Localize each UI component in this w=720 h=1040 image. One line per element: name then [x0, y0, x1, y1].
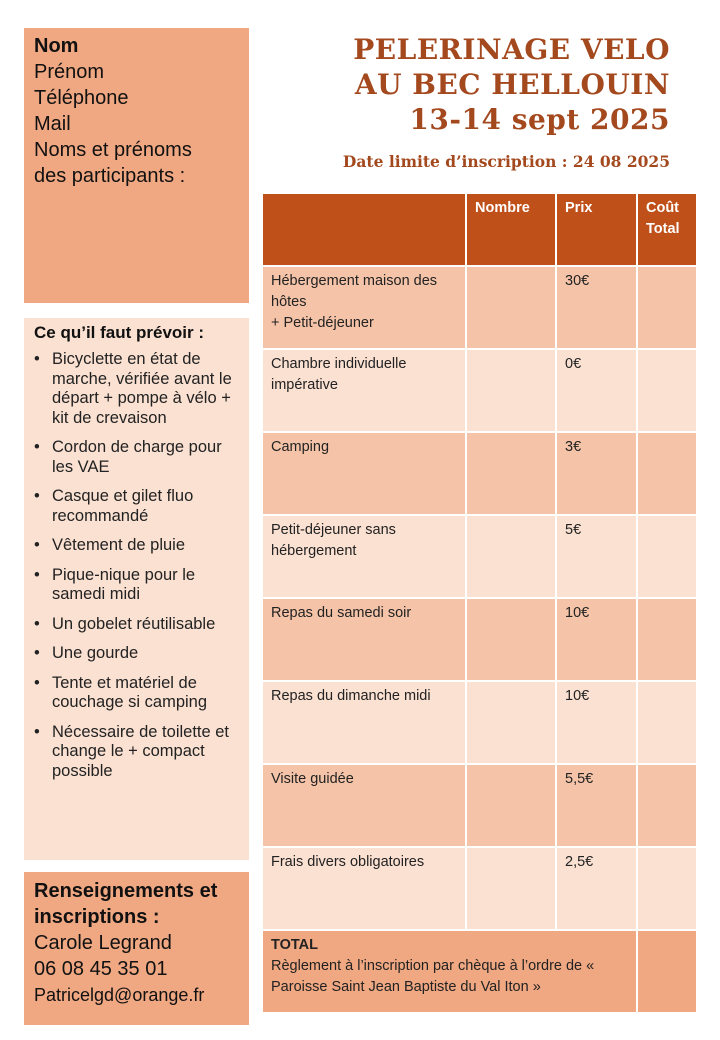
- row-cout-total-input[interactable]: [637, 266, 697, 349]
- row-cout-total-input[interactable]: [637, 847, 697, 930]
- header-prix: Prix: [556, 193, 637, 266]
- telephone-label: Téléphone: [34, 87, 129, 109]
- row-nombre-input[interactable]: [466, 432, 556, 515]
- row-cout-total-input[interactable]: [637, 681, 697, 764]
- prepare-item: • Un gobelet réutilisable: [34, 615, 239, 635]
- row-prix: 2,5€: [556, 847, 637, 930]
- row-prix: 10€: [556, 681, 637, 764]
- table-row: [262, 598, 697, 681]
- table-row: [262, 681, 697, 764]
- prepare-item: • Tente et matériel de couchage si camping: [34, 674, 239, 713]
- row-prix: 3€: [556, 432, 637, 515]
- row-label: Visite guidée: [262, 764, 466, 847]
- row-prix: 10€: [556, 598, 637, 681]
- prepare-heading: Ce qu’il faut prévoir :: [34, 323, 205, 342]
- total-cell: [262, 930, 637, 1013]
- total-value-input[interactable]: [637, 930, 697, 1013]
- row-cout-total-input[interactable]: [637, 515, 697, 598]
- row-prix: 5,5€: [556, 764, 637, 847]
- contact-heading: Renseignements et inscriptions :: [34, 880, 218, 928]
- participants-label-2: des participants :: [34, 165, 186, 187]
- prepare-box: [24, 318, 249, 860]
- header-cout-total: Coût Total: [637, 193, 697, 266]
- prepare-item: • Une gourde: [34, 644, 239, 664]
- row-nombre-input[interactable]: [466, 515, 556, 598]
- row-nombre-input[interactable]: [466, 598, 556, 681]
- contact-box: [24, 872, 249, 1025]
- prepare-item: • Cordon de charge pour les VAE: [34, 438, 239, 477]
- row-label: Frais divers obligatoires: [262, 847, 466, 930]
- row-label: Repas du samedi soir: [262, 598, 466, 681]
- identity-box: [24, 28, 249, 303]
- prepare-list: [34, 350, 239, 781]
- row-label: Camping: [262, 432, 466, 515]
- row-label: Hébergement maison des hôtes + Petit-déjeuner: [262, 266, 466, 349]
- title-line-1: PELERINAGE VELO: [353, 33, 670, 66]
- event-title: [353, 32, 670, 137]
- total-label: TOTAL: [271, 937, 318, 953]
- row-prix: 0€: [556, 349, 637, 432]
- pricing-table: [261, 192, 698, 1014]
- table-row: [262, 349, 697, 432]
- row-label: Chambre individuelle impérative: [262, 349, 466, 432]
- row-cout-total-input[interactable]: [637, 598, 697, 681]
- row-label: Petit-déjeuner sans hébergement: [262, 515, 466, 598]
- table-total-row: [262, 930, 697, 1013]
- prepare-item: • Nécessaire de toilette et change le + compact possible: [34, 723, 239, 782]
- row-nombre-input[interactable]: [466, 349, 556, 432]
- prepare-item: • Pique-nique pour le samedi midi: [34, 566, 239, 605]
- row-cout-total-input[interactable]: [637, 764, 697, 847]
- table-row: [262, 764, 697, 847]
- row-label: Repas du dimanche midi: [262, 681, 466, 764]
- row-nombre-input[interactable]: [466, 847, 556, 930]
- table-row: [262, 515, 697, 598]
- contact-phone: 06 08 45 35 01: [34, 958, 168, 980]
- header-nombre: Nombre: [466, 193, 556, 266]
- nom-label: Nom: [34, 35, 79, 57]
- prepare-item: • Bicyclette en état de marche, vérifiée avant le départ + pompe à vélo + kit de crevaison: [34, 350, 239, 428]
- participants-label-1: Noms et prénoms: [34, 139, 192, 161]
- row-nombre-input[interactable]: [466, 764, 556, 847]
- header-label: [262, 193, 466, 266]
- row-prix: 30€: [556, 266, 637, 349]
- table-row: [262, 266, 697, 349]
- mail-label: Mail: [34, 113, 71, 135]
- row-nombre-input[interactable]: [466, 681, 556, 764]
- contact-email: Patricelgd@orange.fr: [34, 985, 205, 1005]
- prepare-item: • Casque et gilet fluo recommandé: [34, 487, 239, 526]
- payment-note: Règlement à l’inscription par chèque à l’ordre de « Paroisse Saint Jean Baptiste du Val Iton »: [271, 958, 595, 995]
- title-line-3: 13-14 sept 2025: [409, 103, 670, 136]
- contact-name: Carole Legrand: [34, 932, 172, 954]
- row-cout-total-input[interactable]: [637, 349, 697, 432]
- row-cout-total-input[interactable]: [637, 432, 697, 515]
- row-prix: 5€: [556, 515, 637, 598]
- row-nombre-input[interactable]: [466, 266, 556, 349]
- deadline-text: Date limite d’inscription : 24 08 2025: [342, 152, 670, 171]
- prenom-label: Prénom: [34, 61, 105, 83]
- table-row: [262, 847, 697, 930]
- prepare-item: • Vêtement de pluie: [34, 536, 239, 556]
- title-line-2: AU BEC HELLOUIN: [354, 68, 670, 101]
- table-header-row: [262, 193, 697, 266]
- table-row: [262, 432, 697, 515]
